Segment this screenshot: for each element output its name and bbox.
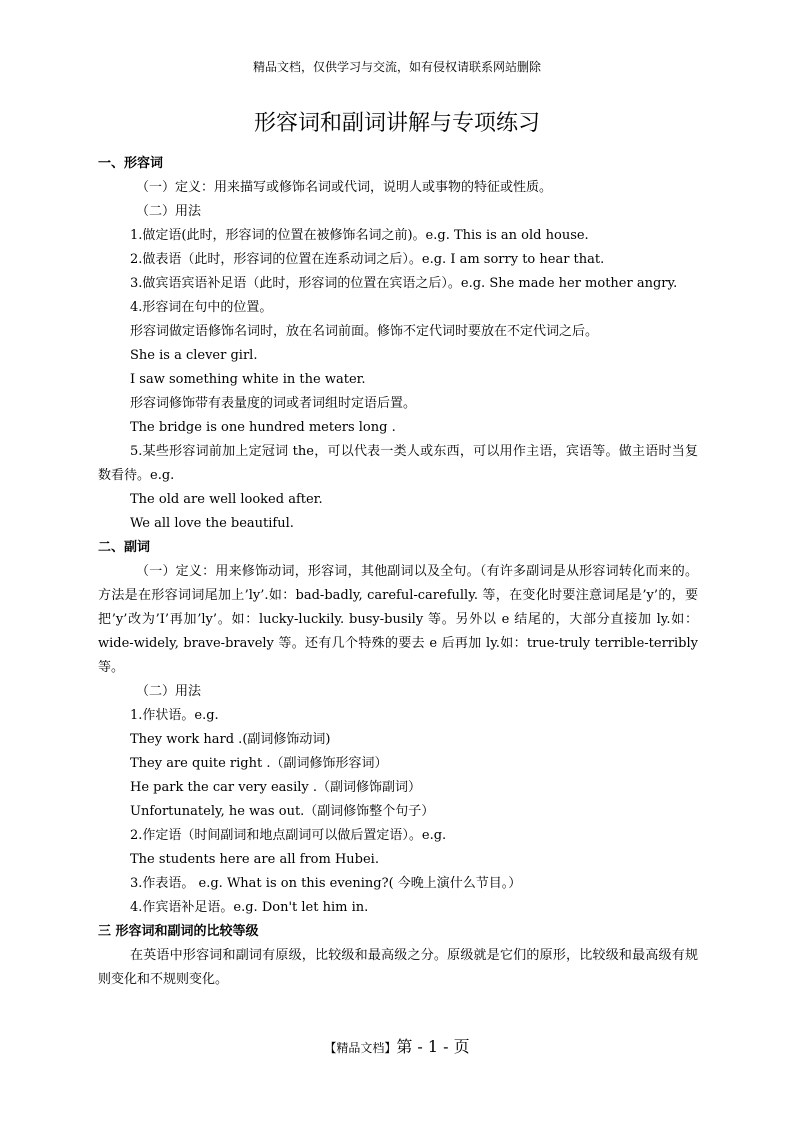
s1-line-3: 3.做宾语宾语补足语（此时，形容词的位置在宾语之后）。e.g. She made her mother angry. — [130, 276, 678, 291]
s1-usage-heading: （二）用法 — [136, 204, 202, 219]
s2-line-3: 3.作表语。 e.g. What is on this evening?( 今晚上演什么节目。） — [130, 876, 522, 891]
s2-usage-heading: （二）用法 — [136, 684, 202, 699]
s2-definition: （一）定义：用来修饰动词，形容词，其他副词以及全句。（有许多副词是从形容词转化而来的。方法是在形容词词尾加上’ly’.如：bad-badly, careful-carefully. 等，在变化时要注意词尾是’y’的，要把’y’改为’I’再加’ly’。如：lucky-luckily. busy-busily 等。另外以 e 结尾的，大部分直接加 ly.如：wide-widely, brave-bravely 等。还有几个特殊的要去 e 后再加 ly.如：true-truly terrible-terribly 等。 — [98, 564, 698, 675]
section-1-heading: 一、形容词 — [98, 156, 164, 171]
s2-example-4: Unfortunately, he was out.（副词修饰整个句子） — [130, 804, 435, 819]
s3-paragraph: 在英语中形容词和副词有原级，比较级和最高级之分。原级就是它们的原形，比较级和最高级有规则变化和不规则变化。 — [98, 948, 698, 987]
s1-example-1: She is a clever girl. — [130, 348, 258, 363]
section-2-heading: 二、副词 — [98, 540, 151, 555]
s2-line-4: 4.作宾语补足语。e.g. Don't let him in. — [130, 900, 369, 915]
footer-tag: 【精品文档】 — [324, 1041, 397, 1055]
page-title: 形容词和副词讲解与专项练习 — [253, 111, 540, 136]
document-body — [98, 152, 698, 992]
s2-example-1: They work hard .(副词修饰动词) — [130, 732, 331, 747]
section-3-heading: 三 形容词和副词的比较等级 — [98, 924, 259, 939]
s1-line-7: 5.某些形容词前加上定冠词 the，可以代表一类人或东西，可以用作主语，宾语等。做主语时当复数看待。e.g. — [98, 444, 698, 483]
s2-line-1: 1.作状语。e.g. — [130, 708, 219, 723]
s2-example-5: The students here are all from Hubei. — [130, 852, 379, 867]
s1-example-4: The old are well looked after. — [130, 492, 323, 507]
s1-example-3: The bridge is one hundred meters long . — [130, 420, 396, 435]
s1-line-4: 4.形容词在句中的位置。 — [130, 300, 273, 315]
page-number: 第 - 1 - 页 — [396, 1037, 470, 1056]
s1-example-2: I saw something white in the water. — [130, 372, 366, 387]
s1-line-1: 1.做定语(此时，形容词的位置在被修饰名词之前)。e.g. This is an old house. — [130, 228, 589, 243]
s2-example-2: They are quite right .（副词修饰形容词） — [130, 756, 388, 771]
s1-line-2: 2.做表语（此时，形容词的位置在连系动词之后）。e.g. I am sorry to hear that. — [130, 252, 605, 267]
s2-line-2: 2.作定语（时间副词和地点副词可以做后置定语）。e.g. — [130, 828, 447, 843]
s1-line-5: 形容词做定语修饰名词时，放在名词前面。修饰不定代词时要放在不定代词之后。 — [130, 324, 599, 339]
s2-example-3: He park the car very easily .（副词修饰副词） — [130, 780, 422, 795]
header-watermark: 精品文档，仅供学习与交流，如有侵权请联系网站删除 — [252, 60, 541, 74]
page-footer — [0, 1034, 794, 1057]
s1-line-6: 形容词修饰带有表量度的词或者词组时定语后置。 — [130, 396, 417, 411]
s1-definition: （一）定义：用来描写或修饰名词或代词，说明人或事物的特征或性质。 — [136, 180, 553, 195]
s1-example-5: We all love the beautiful. — [130, 516, 294, 531]
